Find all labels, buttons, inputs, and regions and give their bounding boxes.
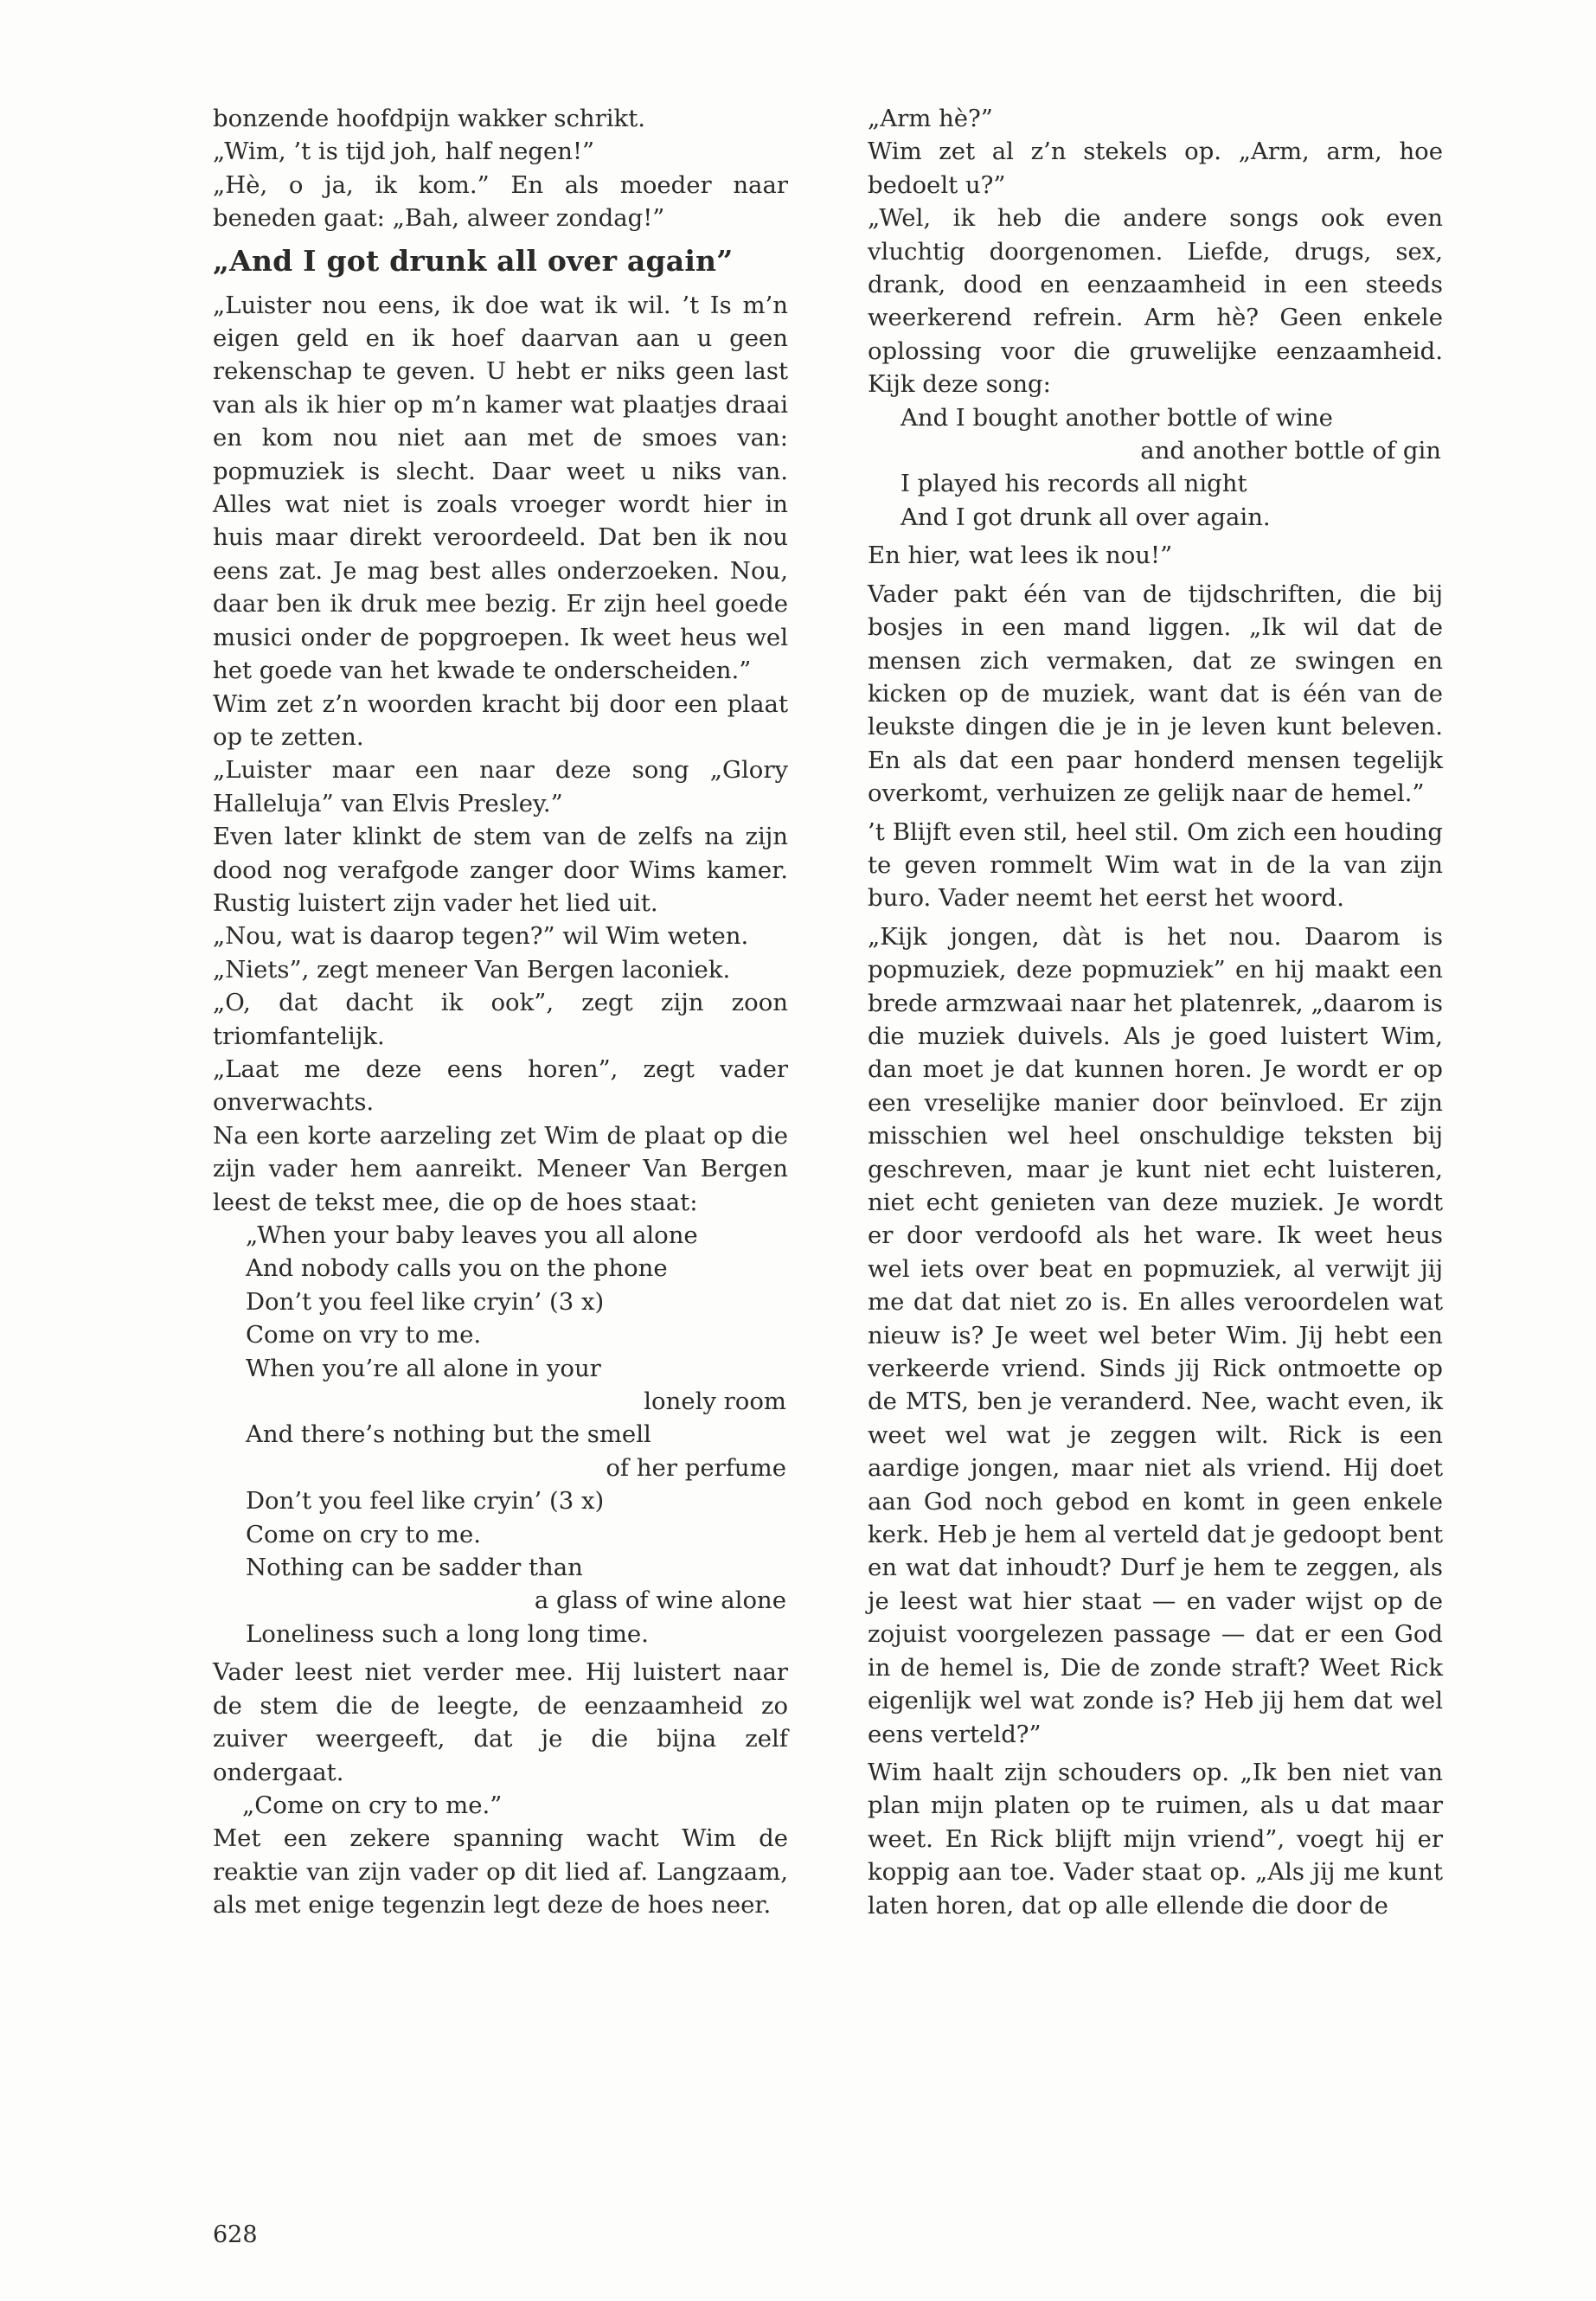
paragraph: „Kijk jongen, dàt is het nou. Daarom is popmuziek, deze popmuziek” en hij maakt een brede armzwaai naar het platenrek, „daarom is die muziek duivels. Als je goed luistert Wim, dan moet je dat kunnen horen. Je wordt er op een vreselijke manier door beïnvloed. Er zijn misschien wel heel onschuldige teksten bij geschreven, maar je kunt niet echt luisteren, niet echt genieten van deze muziek. Je wordt er door verdoofd als het ware. Ik weet heus wel iets over beat en popmuziek, al verwijt jij me dat dat niet zo is. En alles veroordelen wat nieuw is? Je weet wel beter Wim. Jij hebt een verkeerde vriend. Sinds jij Rick ontmoette op de MTS, ben je veranderd. Nee, wacht even, ik weet wel wat je zeggen wilt. Rick is een aardige jongen, maar niet als vriend. Hij doet aan God noch gebod en komt in geen enkele kerk. Heb je hem al verteld dat je gedoopt bent en wat dat inhoudt? Durf je hem te zeggen, als je leest wat hier staat — en vader wijst op de zojuist voorgelezen passage — dat er een God in de hemel is, Die de zonde straft? Weet Rick eigenlijk wel wat zonde is? Heb jij hem dat wel eens verteld?” (868, 922, 1443, 1748)
paragraph: „Niets”, zegt meneer Van Bergen laconiek. (213, 955, 731, 984)
paragraph: „Nou, wat is daarop tegen?” wil Wim weten. (213, 922, 749, 951)
lyric-line: I played his records all night (901, 470, 1247, 498)
lyric-line: And nobody calls you on the phone (246, 1254, 668, 1283)
paragraph: „Arm hè?” (868, 105, 993, 132)
song-lyrics (868, 401, 1443, 535)
lyric-line: And I bought another bottle of wine (901, 403, 1333, 432)
lyric-line: Come on vry to me. (246, 1321, 482, 1349)
paragraph: Vader leest niet verder mee. Hij luistert naar de stem die de leegte, de eenzaamheid zo zuiver weergeeft, dat je die bijna zelf ondergaat. (213, 1658, 788, 1786)
lyric-line-continued: a glass of wine alone (534, 1586, 786, 1615)
lyric-line: Don’t you feel like cryin’ (3 x) (246, 1287, 605, 1316)
lyric-line: And I got drunk all over again. (901, 503, 1271, 531)
lyric-line: Nothing can be sadder than (246, 1554, 583, 1582)
paragraph: „Wel, ik heb die andere songs ook even vluchtig doorgenomen. Liefde, drugs, sex, drank, dood en eenzaamheid in een steeds weerkerend refrein. Arm hè? Geen enkele oplossing voor die gruwelijke eenzaamheid. Kijk deze song: (868, 204, 1443, 399)
left-column (213, 102, 788, 1922)
paragraph: bonzende hoofdpijn wakker schrikt. (213, 105, 645, 132)
paragraph: Even later klinkt de stem van de zelfs na zijn dood nog verafgode zanger door Wims kamer. Rustig luistert zijn vader het lied uit. (213, 823, 788, 917)
lyric-line: Come on cry to me. (246, 1520, 481, 1548)
paragraph: Na een korte aarzeling zet Wim de plaat op die zijn vader hem aanreikt. Meneer Van Bergen leest de tekst mee, die op de hoes staat: (213, 1121, 788, 1216)
lyric-line: And there’s nothing but the smell (246, 1420, 651, 1449)
paragraph: „Wim, ’t is tijd joh, half negen!” (213, 138, 595, 166)
paragraph: ’t Blijft even stil, heel stil. Om zich een houding te geven rommelt Wim wat in de la van zijn buro. Vader neemt het eerst het woord. (868, 817, 1443, 913)
paragraph: Met een zekere spanning wacht Wim de reaktie van zijn vader op dit lied af. Langzaam, als met enige tegenzin legt deze de hoes neer. (213, 1824, 788, 1920)
right-column (868, 102, 1443, 1927)
lyric-line: When you’re all alone in your (246, 1354, 601, 1382)
paragraph: Wim zet al z’n stekels op. „Arm, arm, hoe bedoelt u?” (868, 138, 1443, 199)
song-lyrics (213, 1219, 788, 1650)
lyric-line: „When your baby leaves you all alone (246, 1221, 698, 1249)
paragraph: „Come on cry to me.” (242, 1791, 503, 1819)
paragraph: Vader pakt één van de tijdschriften, die bij bosjes in een mand liggen. „Ik wil dat de mensen zich vermaken, dat ze swingen en kicken op de muziek, want dat is één van de leukste dingen die je in je leven kunt beleven. En als dat een paar honderd mensen tegelijk overkomt, verhuizen ze gelijk naar de hemel.” (868, 580, 1443, 808)
lyric-line-continued: and another bottle of gin (1140, 437, 1441, 465)
paragraph: „Hè, o ja, ik kom.” En als moeder naar beneden gaat: „Bah, alweer zondag!” (213, 170, 788, 233)
paragraph: „Luister nou eens, ik doe wat ik wil. ’t Is m’n eigen geld en ik hoef daarvan aan u geen rekenschap te geven. U hebt er niks geen last van als ik hier op m’n kamer wat plaatjes draai en kom nou niet aan met de smoes van: popmuziek is slecht. Daar weet u niks van. Alles wat niet is zoals vroeger wordt hier in huis maar direkt veroordeeld. Dat ben ik nou eens zat. Je mag best alles onderzoeken. Nou, daar ben ik druk mee bezig. Er zijn heel goede musici onder de popgroepen. Ik weet heus wel het goede van het kwade te onderscheiden.” (213, 291, 788, 685)
lyric-line-continued: lonely room (644, 1388, 786, 1416)
lyric-line: Don’t you feel like cryin’ (3 x) (246, 1487, 605, 1516)
paragraph: En hier, wat lees ik nou!” (868, 542, 1173, 570)
section-heading: „And I got drunk all over again” (213, 243, 734, 278)
paragraph: „Laat me deze eens horen”, zegt vader onverwachts. (213, 1054, 788, 1117)
paragraph: „O, dat dacht ik ook”, zegt zijn zoon triomfantelijk. (213, 989, 788, 1050)
paragraph: Wim zet z’n woorden kracht bij door een plaat op te zetten. (213, 689, 788, 751)
page-number: 628 (213, 2221, 258, 2248)
lyric-line-continued: of her perfume (606, 1453, 786, 1482)
paragraph: „Luister maar een naar deze song „Glory Halleluja” van Elvis Presley.” (213, 756, 788, 817)
paragraph: Wim haalt zijn schouders op. „Ik ben niet van plan mijn platen op te ruimen, als u dat maar weet. En Rick blijft mijn vriend”, voegt hij er koppig aan toe. Vader staat op. „Als jij me kunt laten horen, dat op alle ellende die door de (868, 1758, 1443, 1920)
lyric-line: Loneliness such a long long time. (246, 1619, 649, 1648)
